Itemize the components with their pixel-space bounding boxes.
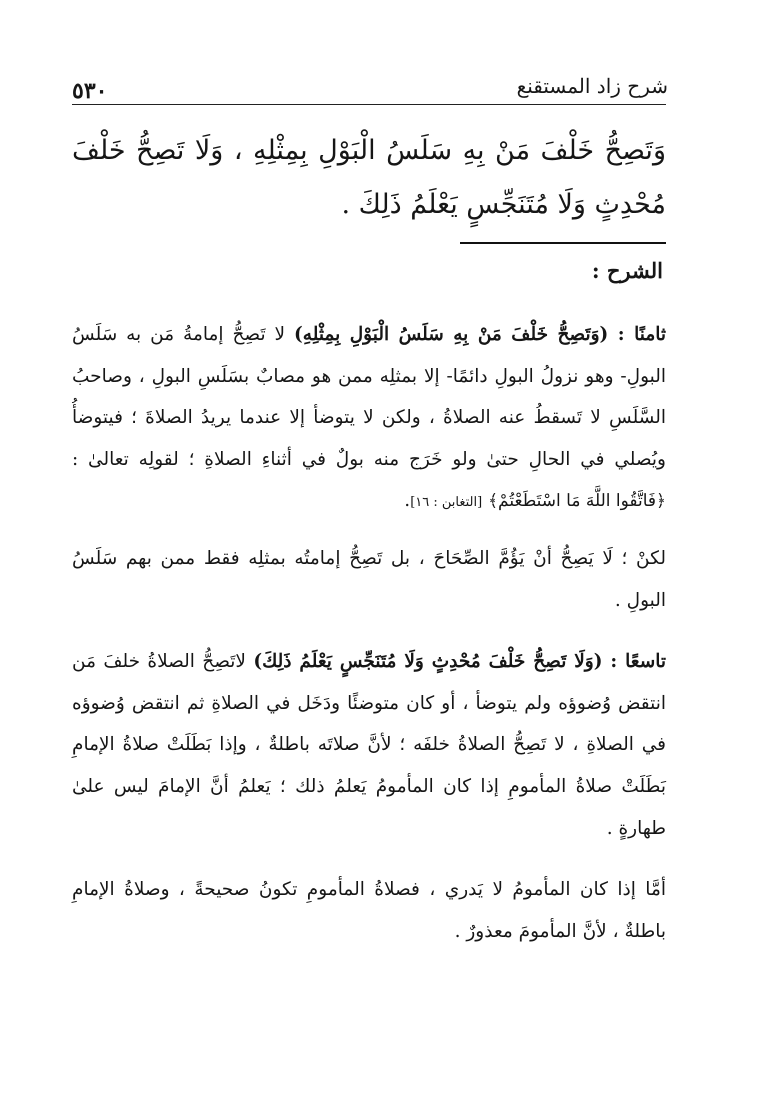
paragraph-unaware: أمَّا إذا كان المأمومُ لا يَدري ، فصلاةُ المأمومِ تكونُ صحيحةً ، وصلاةُ الإمامِ باطلةٌ ، لأنَّ المأمومَ معذورٌ . (72, 879, 666, 942)
matn-separator (460, 242, 666, 244)
paragraph-ninth (72, 641, 666, 849)
running-header (72, 74, 668, 108)
paragraph-eighth (72, 314, 666, 524)
quran-verse: ﴿فَاتَّقُوا اللَّهَ مَا اسْتَطَعْتُمْ﴾ (488, 491, 666, 512)
header-rule (72, 104, 666, 105)
matn-text: وَتَصِحُّ خَلْفَ مَنْ بِهِ سَلَسُ الْبَوْلِ بِمِثْلِهِ ، وَلَا تَصِحُّ خَلْفَ مُحْدِثٍ وَلَا مُتَنَجِّسٍ يَعْلَمُ ذَلِكَ . (72, 135, 666, 220)
commentary (72, 314, 666, 966)
paragraph-eighth-body: لا تَصِحُّ إمامةُ مَن به سَلَسُ البولِ- وهو نزولُ البولِ دائمًا- إلا بمثلِه ممن هو مصابٌ بسَلَسِ البولِ ، وصاحبُ السَّلَسِ لا تَسقطُ عنه الصلاةُ ، ولكن لا يتوضأ إلا عندما يريدُ الصلاةَ ؛ فيتوضأُ ويُصلي في الحالِ حتىٰ ولو خَرَج منه بولٌ في أثناءِ الصلاةِ ؛ لقولِه تعالىٰ : (72, 324, 666, 470)
paragraph-ninth-lead: تاسعًا : (وَلَا تَصِحُّ خَلْفَ مُحْدِثٍ وَلَا مُتَنَجِّسٍ يَعْلَمُ ذَلِكَ) (253, 651, 666, 673)
paragraph-eighth-lead: ثامنًا : (وَتَصِحُّ خَلْفَ مَنْ بِهِ سَلَسُ الْبَوْلِ بِمِثْلِهِ) (294, 324, 667, 345)
paragraph-ninth-body: لاتَصِحُّ الصلاةُ خلفَ مَن انتقض وُضوؤه ولم يتوضأ ، أو كان متوضئًا ودَخَل في الصلاةِ ثم انتقض وُضوؤه في الصلاةِ ، لا تَصِحُّ الصلاةُ خلفَه ؛ لأنَّ صلاتَه باطلةٌ ، وإذا بَطَلَتْ صلاةُ الإمامِ بَطَلَتْ صلاةُ المأمومِ إذا كان المأمومُ يَعلمُ ذلك ؛ يَعلمُ أنَّ الإمامَ ليس علىٰ طهارةٍ . (72, 651, 666, 839)
sharh-heading: الشرح : (591, 258, 663, 283)
paragraph-eighth-end: . (404, 490, 411, 512)
page-number: ٥٣٠ (72, 78, 108, 104)
paragraph-exception: لكنْ ؛ لَا يَصِحُّ أنْ يَؤُمَّ الصِّحَاحَ ، بل تَصِحُّ إمامتُه بمثلِه فقط ممن بهم سَلَسُ البولِ . (72, 547, 666, 611)
verse-citation: [التغابن : ١٦] (410, 495, 483, 511)
running-header-title: شرح زاد المستقنع (516, 74, 668, 98)
